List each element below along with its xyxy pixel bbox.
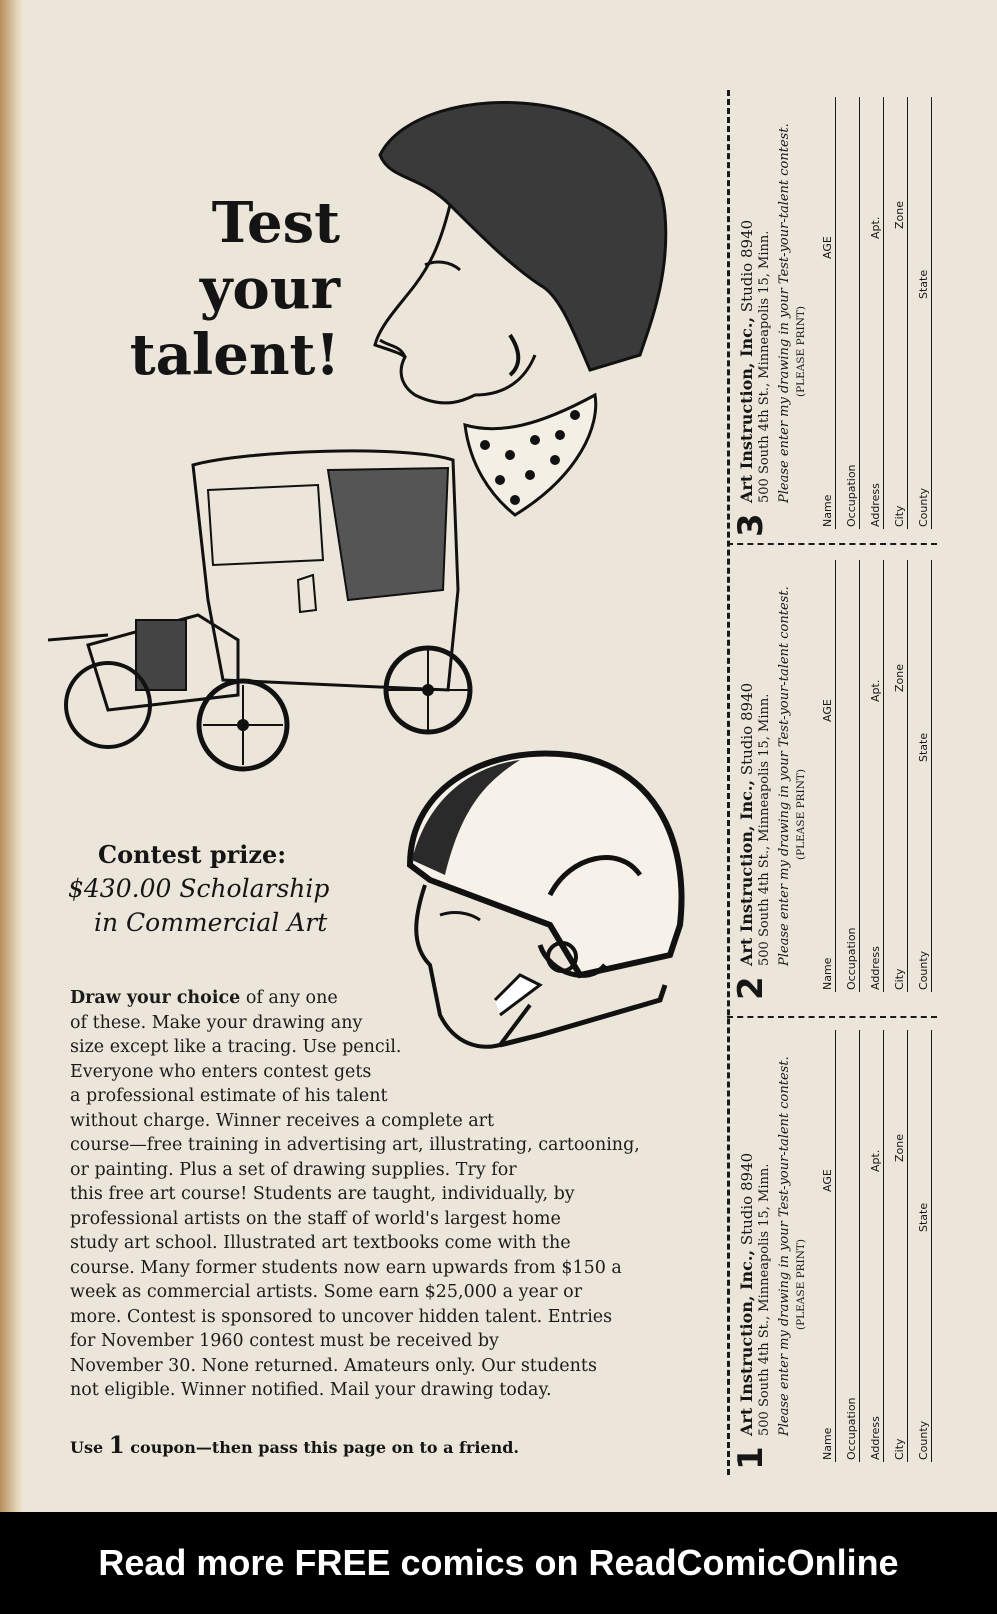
body-line: this free art course! Students are taught, individually, by	[70, 1184, 575, 1204]
county-state-field[interactable]	[913, 1030, 932, 1462]
body-line: of these. Make your drawing any	[70, 1012, 363, 1033]
body-line: not eligible. Winner notified. Mail your drawing today.	[70, 1380, 552, 1400]
headline-line: Test	[211, 190, 340, 256]
age-label: AGE	[821, 236, 834, 259]
body-line: study art school. Illustrated art textbooks come with the	[70, 1233, 571, 1253]
coupon-address: 500 South 4th St., Minneapolis 15, Minn.	[757, 1163, 772, 1436]
zone-label: Zone	[893, 200, 906, 229]
coupon-print-note: (PLEASE PRINT)	[795, 306, 807, 397]
name-age-field[interactable]	[817, 1030, 836, 1462]
coupon-instruction	[70, 1432, 519, 1459]
occupation-field[interactable]	[841, 560, 860, 992]
prize-title: Contest prize:	[98, 840, 287, 869]
city-zone-field[interactable]	[889, 97, 908, 529]
city-zone-field[interactable]	[889, 560, 908, 992]
body-line: Everyone who enters contest gets	[70, 1061, 372, 1082]
ad-body-text	[70, 986, 670, 1403]
county-state-field[interactable]	[913, 97, 932, 529]
state-label: State	[917, 269, 930, 299]
prize-description	[68, 872, 398, 940]
address-field[interactable]	[865, 560, 884, 992]
coupon-cut-line	[727, 1016, 937, 1018]
footer-pre: Use	[70, 1438, 109, 1457]
body-line: more. Contest is sponsored to uncover hidden talent. Entries	[70, 1306, 613, 1327]
occupation-field[interactable]	[841, 1030, 860, 1462]
occupation-label: Occupation	[845, 927, 858, 990]
body-line: for November 1960 contest must be received by	[70, 1331, 499, 1351]
name-label: Name	[821, 1427, 834, 1460]
coupon-3[interactable]	[731, 97, 950, 537]
coupon-print-note: (PLEASE PRINT)	[795, 1239, 807, 1330]
body-line-rest: of any one	[240, 988, 338, 1008]
coupon-heading	[737, 683, 756, 966]
name-age-field[interactable]	[817, 97, 836, 529]
age-label: AGE	[821, 699, 834, 722]
body-line: professional artists on the staff of world's largest home	[70, 1208, 561, 1229]
coupon-address: 500 South 4th St., Minneapolis 15, Minn.	[757, 230, 772, 503]
body-line: size except like a tracing. Use pencil.	[70, 1037, 402, 1057]
coupon-print-note: (PLEASE PRINT)	[795, 769, 807, 860]
name-label: Name	[821, 957, 834, 990]
coupon-entry-text: Please enter my drawing in your Test-your-talent contest.	[777, 1056, 792, 1436]
coupon-studio: Studio 8940	[738, 682, 756, 780]
footer-number: 1	[108, 1432, 125, 1459]
coupon-heading	[737, 1153, 756, 1436]
prize-line: $430.00 Scholarship	[68, 874, 330, 903]
footer-post: coupon—then pass this page on to a friend.	[124, 1438, 519, 1457]
coupon-company: Art Instruction, Inc.,	[737, 316, 756, 503]
county-state-field[interactable]	[913, 560, 932, 992]
apt-label: Apt.	[869, 216, 882, 239]
coupon-1[interactable]	[731, 1030, 950, 1470]
zone-label: Zone	[893, 663, 906, 692]
apt-label: Apt.	[869, 679, 882, 702]
city-label: City	[893, 505, 906, 527]
coupon-cut-line	[727, 90, 730, 1475]
headline-line: talent!	[129, 322, 340, 388]
county-label: County	[917, 487, 930, 527]
body-line: course. Many former students now earn upwards from $150 a	[70, 1257, 622, 1278]
prize-line: in Commercial Art	[94, 908, 328, 937]
coupon-address: 500 South 4th St., Minneapolis 15, Minn.	[757, 693, 772, 966]
occupation-field[interactable]	[841, 97, 860, 529]
address-field[interactable]	[865, 1030, 884, 1462]
address-label: Address	[869, 1416, 882, 1460]
body-line: course—free training in advertising art, illustrating, cartooning,	[70, 1135, 640, 1155]
coupon-studio: Studio 8940	[738, 219, 756, 317]
antique-car-illustration	[48, 440, 498, 790]
address-label: Address	[869, 946, 882, 990]
promo-banner[interactable]: Read more FREE comics on ReadComicOnline	[0, 1512, 997, 1614]
name-label: Name	[821, 494, 834, 527]
coupon-company: Art Instruction, Inc.,	[737, 779, 756, 966]
city-zone-field[interactable]	[889, 1030, 908, 1462]
address-field[interactable]	[865, 97, 884, 529]
body-line: a professional estimate of his talent	[70, 1086, 388, 1106]
headline-line: your	[199, 256, 340, 322]
body-line: or painting. Plus a set of drawing supplies. Try for	[70, 1159, 517, 1180]
coupon-studio: Studio 8940	[738, 1152, 756, 1250]
coupon-entry-text: Please enter my drawing in your Test-your-talent contest.	[777, 123, 792, 503]
occupation-label: Occupation	[845, 1397, 858, 1460]
city-label: City	[893, 1438, 906, 1460]
body-lead: Draw your choice	[70, 988, 241, 1008]
zone-label: Zone	[893, 1133, 906, 1162]
state-label: State	[917, 732, 930, 762]
coupon-cut-line	[727, 543, 937, 545]
coupon-2[interactable]	[731, 560, 950, 1000]
state-label: State	[917, 1202, 930, 1232]
county-label: County	[917, 1420, 930, 1460]
occupation-label: Occupation	[845, 464, 858, 527]
age-label: AGE	[821, 1169, 834, 1192]
headline	[100, 190, 340, 388]
city-label: City	[893, 968, 906, 990]
coupon-number: 3	[731, 513, 771, 537]
body-line: November 30. None returned. Amateurs only. Our students	[70, 1355, 597, 1376]
name-age-field[interactable]	[817, 560, 836, 992]
coupon-number: 2	[731, 976, 771, 1000]
address-label: Address	[869, 483, 882, 527]
coupon-number: 1	[731, 1446, 771, 1470]
coupon-entry-text: Please enter my drawing in your Test-your-talent contest.	[777, 586, 792, 966]
coupon-heading	[737, 220, 756, 503]
body-line: without charge. Winner receives a complete art	[70, 1110, 495, 1131]
coupon-company: Art Instruction, Inc.,	[737, 1249, 756, 1436]
county-label: County	[917, 950, 930, 990]
apt-label: Apt.	[869, 1149, 882, 1172]
body-line	[70, 986, 670, 1011]
body-line: week as commercial artists. Some earn $25,000 a year or	[70, 1282, 583, 1302]
